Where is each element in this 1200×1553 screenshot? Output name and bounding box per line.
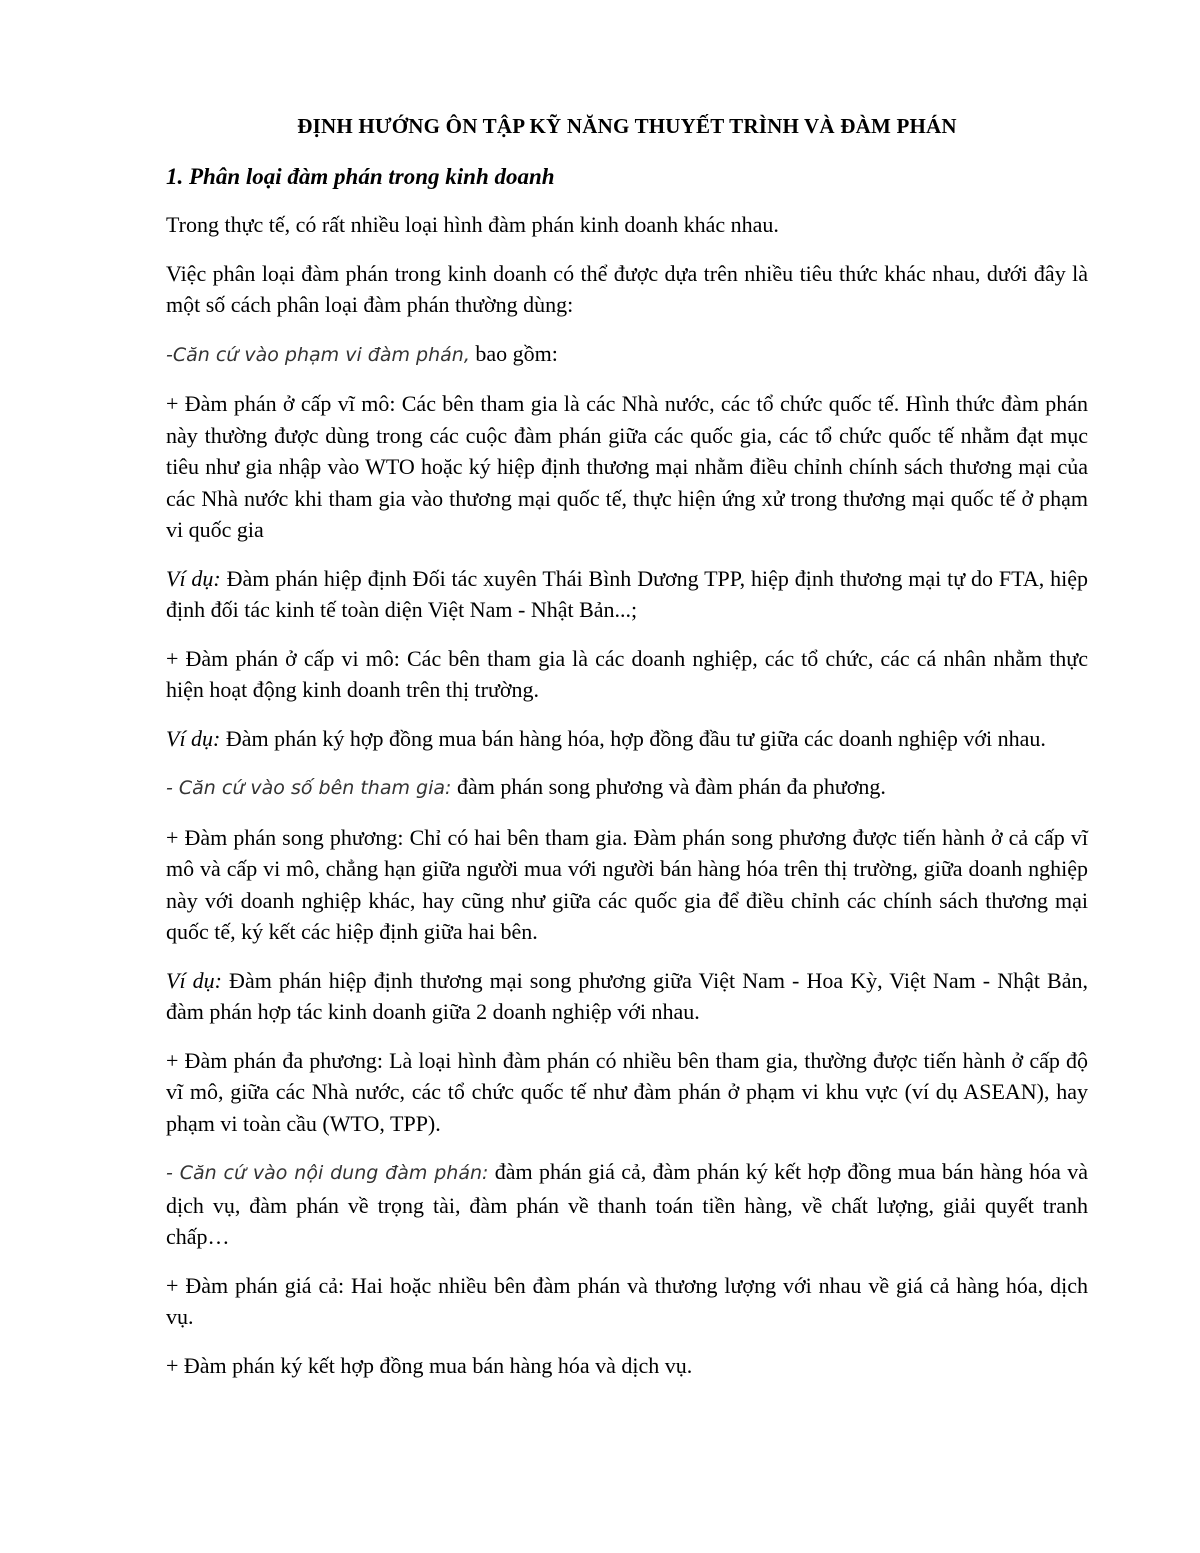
paragraph-classification-basis: Việc phân loại đàm phán trong kinh doanh có thể được dựa trên nhiều tiêu thức khác nhau, dưới đây là một số cách phân loại đàm phán thường dùng: [166, 260, 1088, 317]
paragraph-micro-negotiation: + Đàm phán ở cấp vi mô: Các bên tham gia là các doanh nghiệp, các tổ chức, các cá nhân nhằm thực hiện hoạt động kinh doanh trên thị trường. [166, 645, 1088, 702]
example-macro-lead: Ví dụ: [166, 565, 221, 591]
criterion-content-lead: - Căn cứ vào nội dung đàm phán: [166, 1162, 489, 1184]
paragraph-macro-negotiation: + Đàm phán ở cấp vĩ mô: Các bên tham gia là các Nhà nước, các tổ chức quốc tế. Hình thức đàm phán này thường được dùng trong các cuộc đàm phán giữa các quốc gia, các tổ chức quốc tế nhằm đạt mục tiêu như gia nhập vào WTO hoặc ký hiệp định thương mại nhằm điều chỉnh chính sách thương mại của các Nhà nước khi tham gia vào thương mại quốc tế, thực hiện ứng xử trong thương mại quốc tế ở phạm vi quốc gia [166, 391, 1088, 542]
paragraph-contract-negotiation: + Đàm phán ký kết hợp đồng mua bán hàng hóa và dịch vụ. [166, 1352, 693, 1378]
criterion-content-text: đàm phán giá cả, đàm phán ký kết hợp đồng mua bán hàng hóa và dịch vụ, đàm phán về trọng tài, đàm phán về thanh toán tiền hàng, về chất lượng, giải quyết tranh chấp… [166, 1159, 1088, 1249]
example-bilateral-lead: Ví dụ: [166, 967, 222, 993]
paragraph-price-negotiation: + Đàm phán giá cả: Hai hoặc nhiều bên đàm phán và thương lượng với nhau về giá cả hàng hóa, dịch vụ. [166, 1272, 1088, 1329]
example-bilateral [166, 965, 1088, 1028]
example-macro-text: Đàm phán hiệp định Đối tác xuyên Thái Bình Dương TPP, hiệp định thương mại tự do FTA, hiệp định đối tác kinh tế toàn diện Việt Nam - Nhật Bản...; [166, 565, 1088, 622]
paragraph-intro: Trong thực tế, có rất nhiều loại hình đàm phán kinh doanh khác nhau. [166, 212, 779, 237]
criterion-parties [166, 771, 1088, 805]
criterion-scope [166, 338, 1088, 372]
example-macro [166, 563, 1088, 626]
criterion-scope-lead: -Căn cứ vào phạm vi đàm phán, [166, 343, 470, 366]
document-body [166, 112, 1088, 1398]
criterion-scope-text: bao gồm: [469, 340, 558, 366]
example-micro-lead: Ví dụ: [166, 725, 221, 751]
example-micro-text: Đàm phán ký hợp đồng mua bán hàng hóa, hợp đồng đầu tư giữa các doanh nghiệp với nhau. [220, 725, 1046, 751]
paragraph-multilateral-negotiation: + Đàm phán đa phương: Là loại hình đàm phán có nhiều bên tham gia, thường được tiến hành ở cấp độ vĩ mô, giữa các Nhà nước, các tổ chức quốc tế như đàm phán ở phạm vi khu vực (ví dụ ASEAN), hay phạm vi toàn cầu (WTO, TPP). [166, 1047, 1088, 1136]
paragraph-bilateral-negotiation: + Đàm phán song phương: Chỉ có hai bên tham gia. Đàm phán song phương được tiến hành ở cả cấp vĩ mô và cấp vi mô, chẳng hạn giữa người mua với người bán hàng hóa trên thị trường, giữa doanh nghiệp này với doanh nghiệp khác, hay cũng như giữa các quốc gia để điều chỉnh các chính sách thương mại quốc tế, ký kết các hiệp định giữa hai bên. [166, 824, 1088, 944]
criterion-content [166, 1156, 1088, 1253]
example-micro [166, 723, 1088, 755]
document-title: ĐỊNH HƯỚNG ÔN TẬP KỸ NĂNG THUYẾT TRÌNH VÀ ĐÀM PHÁN [297, 114, 957, 138]
example-bilateral-text: Đàm phán hiệp định thương mại song phương giữa Việt Nam - Hoa Kỳ, Việt Nam - Nhật Bản, đàm phán hợp tác kinh doanh giữa 2 doanh nghiệp với nhau. [166, 967, 1088, 1024]
section-heading: 1. Phân loại đàm phán trong kinh doanh [166, 164, 555, 189]
criterion-parties-lead: - Căn cứ vào số bên tham gia: [166, 777, 452, 799]
criterion-parties-text: đàm phán song phương và đàm phán đa phương. [451, 774, 886, 799]
